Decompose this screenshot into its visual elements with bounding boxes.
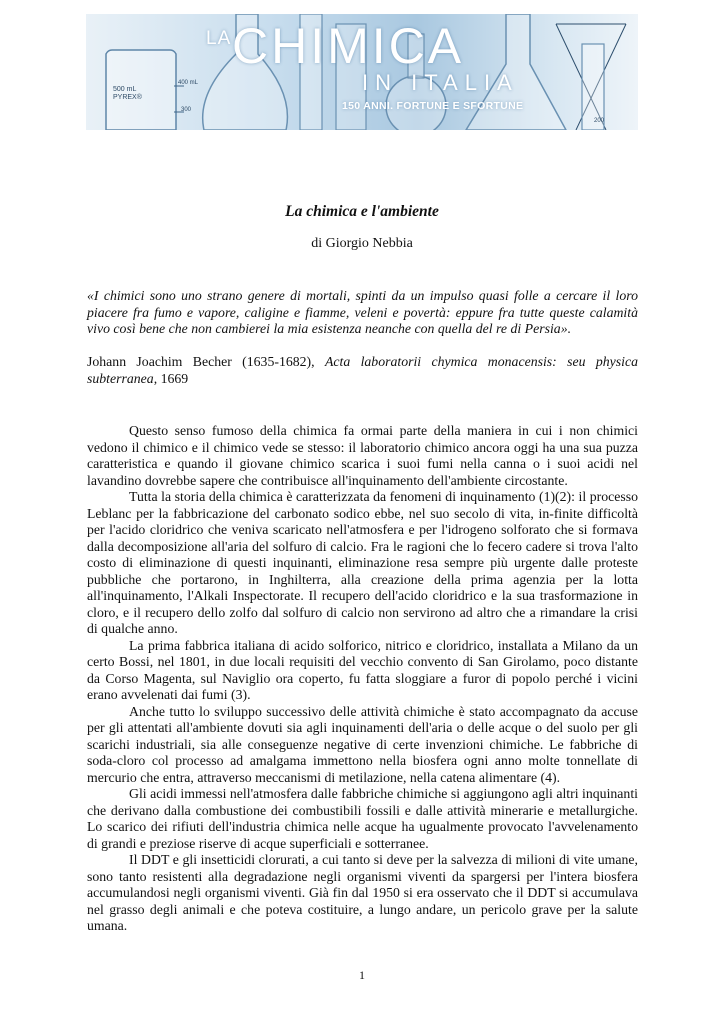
document-title: La chimica e l'ambiente <box>285 203 439 220</box>
paragraph: Questo senso fumoso della chimica fa ormai parte della maniera in cui i non chimici vedono il chimico e il chimico vede se stesso: il laboratorio chimico ancora oggi ha una sua puzza caratteristica e quando il giovane chimico scarica i suoi fumi nella canna o i suoi acidi nel lavandino dovrebbe sapere che contribuisce all'inquinamento dell'ambiente circostante. <box>87 423 638 488</box>
epigraph-year: , 1669 <box>153 370 189 386</box>
beaker-volume: 500 mL <box>113 86 137 93</box>
banner-title: CHIMICA <box>232 18 465 74</box>
paragraph: Gli acidi immessi nell'atmosfera dalle fabbriche chimiche si aggiungono agli altri inquinanti che derivano dalla combustione dei combustibili fossili e dalle attività minerarie e metallurgiche. Lo scarico dei rifiuti dell'industria chimica nelle acque ha ugualmente provocato l'avvelenamento di grandi e preziose riserve di acque superficiali e sotterranee. <box>87 786 638 851</box>
beaker-mark-300: 300 <box>181 107 192 113</box>
document-body <box>87 423 638 935</box>
paragraph: Tutta la storia della chimica è caratterizzata da fenomeni di inquinamento (1)(2): il processo Leblanc per la fabbricazione del carbonato sodico ebbe, nel suo secolo di vita, in-finite difficoltà per l'acido cloridrico che veniva scaricato nell'atmosfera e per l'idrogeno solforato che si formava dalla decomposizione all'aria del solfuro di calcio. Fra le ragioni che lo fecero cadere si trova l'alto costo di eliminazione di questi inquinanti, eliminazione resa sempre più urgente dalle proteste pubbliche che portarono, in Inghilterra, alla creazione della prima agenzia per la lotta all'inquinamento, l'Alkali Inspectorate. Il recupero dell'acido cloridrico e la sua trasformazione in cloro, e il recupero dello zolfo dal solfuro di calcio non servirono ad altro che a rimandare la crisi di qualche anno. <box>87 489 638 636</box>
paragraph: Il DDT e gli insetticidi clorurati, a cui tanto si deve per la salvezza di milioni di vite umane, sono tanto resistenti alla degradazione negli organismi viventi da spargersi per l'intera biosfera accumulandosi negli organismi viventi. Già fin dal 1950 si era osservato che il DDT si accumulava nel grasso degli animali e che poteva costituire, a lungo andare, un pericolo grave per la salute umana. <box>87 852 638 933</box>
beaker-label <box>113 86 142 102</box>
banner-subtitle-italia: IN ITALIA <box>362 70 519 95</box>
stand-mark-200: 200 <box>594 118 605 124</box>
document-author: di Giorgio Nebbia <box>311 236 413 251</box>
epigraph: «I chimici sono uno strano genere di mortali, spinti da un impulso quasi folle a cercare il loro piacere fra fumo e vapore, caligine e fiamme, veleni e povertà: eppure fra tutte queste calamità vivo così bene che non cambierei la mia esistenza neanche con quella del re di Persia». <box>87 288 638 336</box>
beaker-brand: PYREX® <box>113 94 142 101</box>
epigraph-work: Acta laboratorii chymica monacensis: seu physica subterranea <box>87 354 638 386</box>
epigraph-source <box>87 354 638 387</box>
epigraph-author: Johann Joachim Becher (1635-1682), <box>87 354 325 369</box>
paragraph: Anche tutto lo sviluppo successivo delle attività chimiche è stato accompagnato da accuse per gli attentati all'ambiente dovuti sia agli inquinamenti dell'aria o delle acque o del suolo per gli scarichi industriali, sia alle conseguenze negative di certe invenzioni chimiche. Le fabbriche di soda-cloro col processo ad amalgama immettono nella biosfera ogni anno molte tonnellate di mercurio che entra, attraverso meccanismi di metilazione, nella catena alimentare (4). <box>87 703 638 785</box>
banner-la: LA <box>206 28 232 49</box>
paragraph: La prima fabbrica italiana di acido solforico, nitrico e cloridrico, installata a Milano da un certo Bossi, nel 1801, in due locali requisiti del vecchio convento di San Girolamo, poco distante da Corso Magenta, sul Naviglio ora coperto, fu fatta sloggiare a furor di popolo perché i vicini erano avvelenati dai fumi (3). <box>87 637 638 702</box>
banner-tagline: 150 ANNI. FORTUNE E SFORTUNE <box>342 100 524 112</box>
header-banner <box>86 14 638 130</box>
beaker-mark-400: 400 mL <box>178 80 199 86</box>
page-number: 1 <box>359 968 365 982</box>
